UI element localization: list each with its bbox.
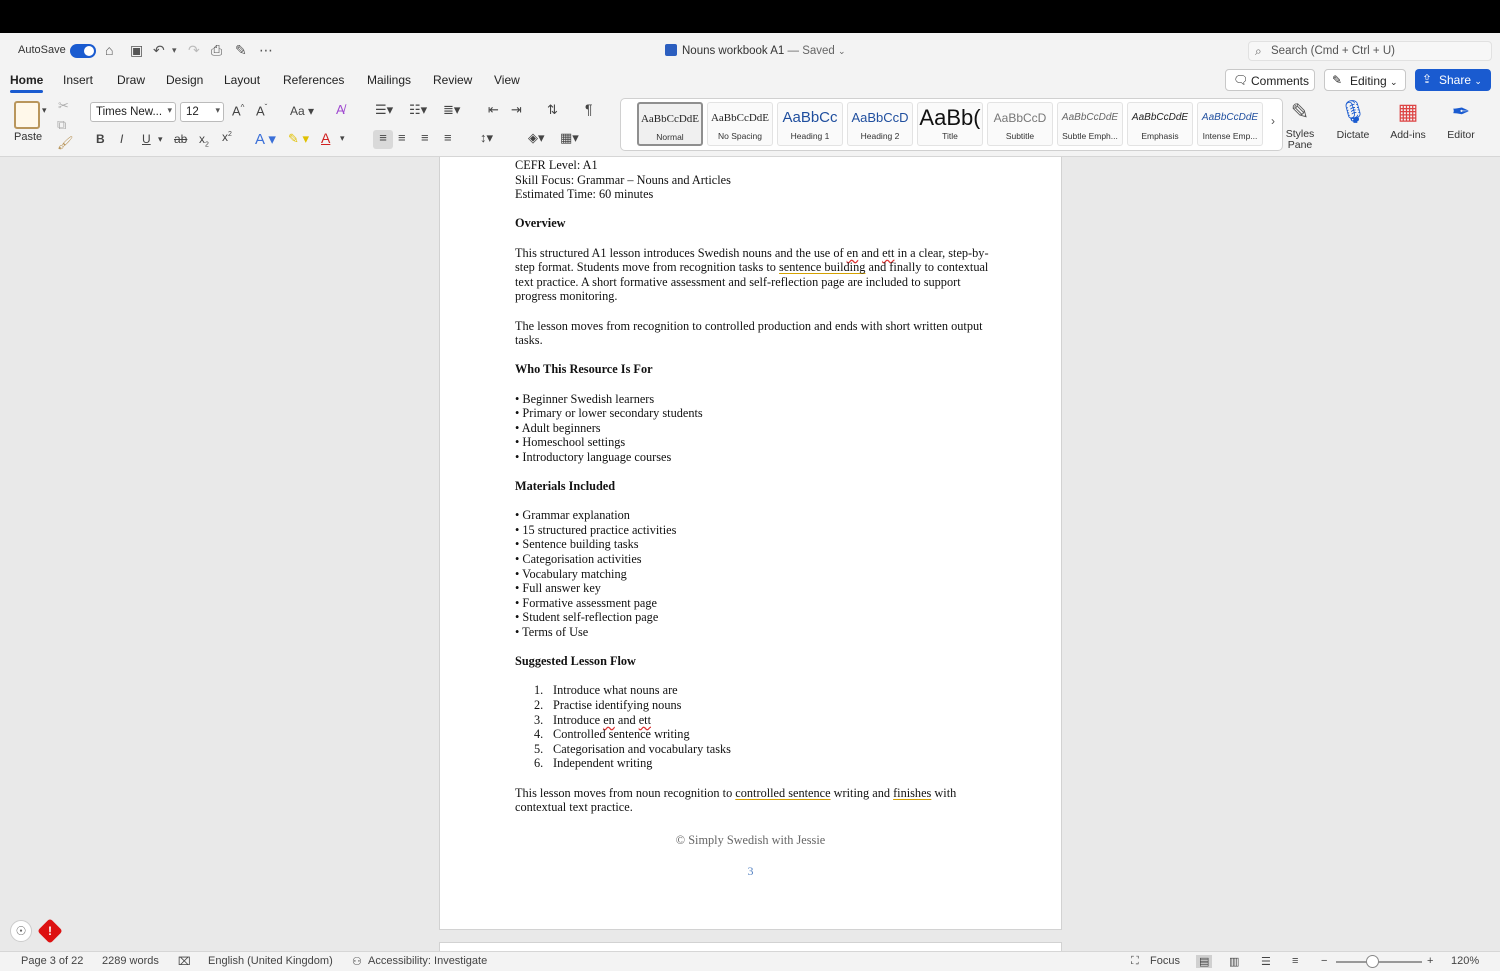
microphone-icon: 🎙	[1339, 99, 1367, 124]
language-status[interactable]: English (United Kingdom)	[208, 955, 333, 967]
style-name: Title	[942, 131, 958, 141]
spelling-flag: en	[603, 712, 615, 727]
tab-references[interactable]: References	[283, 73, 345, 87]
grammar-flag: finishes	[893, 785, 932, 800]
item-number: 5.	[534, 741, 544, 756]
undo-icon[interactable]: ↶	[153, 42, 165, 58]
alert-icon[interactable]: !	[37, 918, 62, 943]
list-item: • Introductory language courses	[515, 449, 672, 464]
share-button[interactable]	[1415, 69, 1491, 91]
draft-view-icon[interactable]: ≡	[1292, 955, 1299, 967]
grow-font-icon[interactable]: A^	[232, 103, 245, 119]
estimated-time: Estimated Time: 60 minutes	[515, 187, 654, 202]
list-item: • Sentence building tasks	[515, 537, 639, 552]
text-run: with contextual text practice.	[515, 785, 957, 815]
text-run: This structured A1 lesson introduces Swedish nouns and the use of	[515, 245, 847, 260]
italic-icon[interactable]: I	[120, 132, 124, 146]
tab-review[interactable]: Review	[433, 73, 473, 87]
item-number: 6.	[534, 756, 544, 771]
focus-mode[interactable]: Focus	[1150, 955, 1180, 967]
chevron-right-icon[interactable]: ›	[1271, 114, 1275, 128]
share-label: Share	[1439, 73, 1472, 87]
ribbon-tabs	[0, 67, 1500, 95]
zoom-out-icon[interactable]: −	[1321, 955, 1328, 967]
item-text: Categorisation and vocabulary tasks	[553, 741, 731, 756]
undo-dropdown-icon[interactable]: ▾	[172, 45, 177, 55]
multilevel-list-icon[interactable]: ≣▾	[443, 102, 461, 117]
list-item: • Primary or lower secondary students	[515, 406, 703, 421]
autosave-label: AutoSave	[18, 44, 66, 56]
style-subtle-emphasis[interactable]	[1057, 102, 1123, 146]
dictate-label: Dictate	[1336, 129, 1370, 141]
style-name: Heading 2	[860, 131, 900, 141]
list-item: • Homeschool settings	[515, 435, 626, 450]
styles-gallery	[620, 98, 1283, 151]
comment-icon: 🗨	[1233, 73, 1249, 87]
spelling-flag: ett	[882, 245, 895, 260]
list-item: • 15 structured practice activities	[515, 522, 677, 537]
save-status: — Saved	[787, 45, 835, 57]
numbered-item	[534, 756, 995, 771]
outline-view-icon[interactable]: ☰	[1261, 956, 1271, 968]
home-ribbon	[0, 95, 1500, 157]
fingerprint-icon[interactable]: ☉	[10, 920, 32, 942]
style-normal[interactable]	[637, 102, 703, 146]
overview-paragraph-2: The lesson moves from recognition to controlled production and ends with short written output tasks.	[515, 318, 983, 348]
materials-heading: Materials Included	[515, 479, 616, 494]
document-name: Nouns workbook A1	[682, 45, 785, 57]
align-center-icon[interactable]: ≡	[398, 130, 406, 145]
save-icon[interactable]: ▣	[130, 42, 144, 58]
page-number: 3	[747, 864, 754, 878]
style-sample: AaBbCcD	[993, 111, 1047, 125]
style-name: Subtitle	[1005, 131, 1035, 141]
cefr-level: CEFR Level: A1	[515, 158, 598, 172]
style-title[interactable]	[917, 102, 983, 146]
line-spacing-icon[interactable]: ↕▾	[480, 130, 494, 145]
text-run: and	[858, 245, 883, 260]
numbered-item	[534, 713, 995, 728]
audience-heading: Who This Resource Is For	[515, 362, 653, 377]
next-page[interactable]	[439, 942, 1062, 951]
document-page[interactable]	[439, 157, 1062, 930]
list-item: • Student self-reflection page	[515, 610, 659, 625]
addins-icon: ▦	[1397, 99, 1419, 124]
style-sample: AaBbCcDdE	[1061, 112, 1119, 123]
font-size-select[interactable]	[180, 102, 224, 122]
copy-icon[interactable]: ⧉	[57, 117, 67, 132]
grammar-flag: controlled sentence	[735, 785, 831, 800]
style-name: Normal	[656, 132, 684, 142]
editor-button[interactable]	[1442, 99, 1480, 141]
text-run: writing and	[830, 785, 894, 800]
styles-pane-button[interactable]	[1284, 99, 1316, 151]
item-text: and	[614, 712, 639, 727]
redo-icon[interactable]: ↷	[188, 42, 200, 58]
search-input[interactable]	[1248, 41, 1492, 61]
font-name-value: Times New...	[96, 106, 163, 118]
format-painter-icon[interactable]: 🖌	[57, 135, 74, 150]
subscript-icon[interactable]: $x_2$	[199, 132, 209, 149]
align-right-icon[interactable]: ≡	[421, 130, 429, 145]
document-canvas	[0, 157, 1500, 951]
skill-focus: Skill Focus: Grammar – Nouns and Articles	[515, 172, 731, 187]
underline-icon[interactable]: U	[142, 132, 151, 146]
edit-document-icon[interactable]: ✎	[235, 42, 247, 58]
text-run: in a clear, step-by-step format. Students move from recognition tasks to	[515, 245, 989, 275]
editing-mode-button[interactable]	[1324, 69, 1406, 91]
item-text: Controlled sentence writing	[553, 727, 690, 742]
proofing-icon[interactable]: ⌧	[178, 956, 191, 968]
style-sample: AaBbCcDdE	[710, 112, 770, 124]
editor-label: Editor	[1447, 129, 1475, 141]
accessibility-icon: ⚇	[352, 956, 362, 968]
tab-view[interactable]: View	[494, 73, 520, 87]
style-sample: AaBbCcDdE	[1201, 112, 1259, 123]
spelling-flag: en	[846, 245, 859, 260]
chevron-down-icon: ⌄	[838, 46, 846, 56]
style-name: Emphasis	[1141, 131, 1179, 141]
text-run: and finally to contextual text practice. A short formative assessment and self-reflection page are included to support progress monitoring.	[515, 260, 989, 304]
strikethrough-icon[interactable]: ab	[174, 132, 188, 146]
list-item: • Vocabulary matching	[515, 566, 627, 581]
numbered-item	[534, 698, 995, 713]
tab-mailings[interactable]: Mailings	[367, 73, 412, 87]
autosave-toggle[interactable]	[70, 44, 96, 58]
pencil-icon: ✎	[1332, 73, 1343, 87]
overview-paragraph-1	[515, 246, 995, 304]
bullets-icon[interactable]: ☰▾	[375, 102, 394, 117]
style-subtitle[interactable]	[987, 102, 1053, 146]
style-no-spacing[interactable]	[707, 102, 773, 146]
style-name: Heading 1	[790, 131, 830, 141]
clear-formatting-icon[interactable]: A̸	[336, 102, 345, 117]
style-sample: AaBbCcD	[851, 110, 909, 125]
highlight-color-icon[interactable]: ✎ ▾	[288, 131, 310, 146]
item-text: Independent writing	[553, 756, 653, 771]
list-item: • Terms of Use	[515, 625, 589, 639]
tab-design[interactable]: Design	[166, 73, 204, 87]
item-number: 1.	[534, 683, 544, 698]
item-number: 3.	[534, 712, 544, 727]
show-formatting-marks-icon[interactable]: ¶	[585, 101, 593, 117]
focus-icon: ⛶	[1131, 955, 1139, 967]
print-icon[interactable]: ⎙	[211, 42, 223, 58]
item-number: 2.	[534, 697, 544, 712]
decrease-indent-icon[interactable]: ⇤	[488, 102, 499, 117]
chevron-down-icon: ⌄	[1474, 76, 1482, 86]
addins-button[interactable]	[1387, 99, 1429, 141]
style-name: No Spacing	[718, 131, 762, 141]
document-body[interactable]	[515, 158, 995, 815]
zoom-slider-thumb[interactable]	[1366, 955, 1379, 968]
style-sample: AaBbCcDdE	[1131, 112, 1189, 123]
paste-label: Paste	[14, 131, 43, 143]
tab-layout[interactable]: Layout	[224, 73, 261, 87]
list-item: • Categorisation activities	[515, 552, 642, 567]
zoom-in-icon[interactable]: +	[1427, 955, 1434, 967]
shading-icon[interactable]: ◈▾	[528, 130, 545, 145]
word-document-icon	[665, 44, 677, 56]
change-case-icon[interactable]: Aa ▾	[290, 104, 315, 118]
superscript-icon[interactable]: $x^2$	[222, 130, 232, 144]
font-color-dropdown-icon[interactable]: ▾	[340, 133, 345, 143]
list-item: • Full answer key	[515, 581, 601, 596]
dictate-button[interactable]	[1333, 99, 1373, 141]
system-menubar	[0, 0, 1500, 33]
comments-button[interactable]	[1225, 69, 1315, 91]
word-count[interactable]: 2289 words	[102, 955, 159, 967]
share-icon: ⇪	[1422, 72, 1433, 86]
style-sample: AaBb(	[919, 105, 981, 129]
print-layout-icon[interactable]: ▤	[1196, 955, 1212, 968]
web-layout-icon[interactable]: ▥	[1229, 956, 1240, 968]
list-item: • Formative assessment page	[515, 595, 657, 610]
item-text: Introduce	[553, 712, 604, 727]
item-text: Introduce what nouns are	[553, 683, 678, 698]
lesson-flow-list	[534, 683, 995, 771]
accessibility-status[interactable]: Accessibility: Investigate	[368, 955, 488, 967]
page-footer: © Simply Swedish with Jessie	[675, 833, 826, 847]
title-bar	[0, 33, 1500, 67]
overview-heading: Overview	[515, 216, 566, 231]
numbered-item	[534, 742, 995, 757]
addins-label: Add-ins	[1390, 129, 1426, 141]
page-count[interactable]: Page 3 of 22	[21, 955, 84, 967]
tab-home[interactable]: Home	[10, 73, 44, 87]
tab-draw[interactable]: Draw	[117, 73, 146, 87]
shrink-font-icon[interactable]: $A^ˇ$	[256, 103, 268, 119]
item-number: 4.	[534, 727, 544, 742]
font-name-select[interactable]	[90, 102, 176, 122]
chevron-down-icon: ▾	[167, 105, 172, 115]
chevron-down-icon: ▾	[215, 105, 220, 115]
editing-label: Editing	[1350, 74, 1387, 88]
paste-icon[interactable]	[14, 101, 40, 129]
closing-paragraph	[515, 786, 995, 815]
paste-dropdown-icon[interactable]: ▾	[42, 105, 47, 115]
align-left-icon[interactable]: ≡	[373, 130, 393, 149]
cut-icon[interactable]: ✂	[58, 98, 69, 113]
justify-icon[interactable]: ≡	[444, 130, 452, 145]
style-name: Subtle Emph...	[1062, 131, 1118, 141]
sort-icon[interactable]: ⇅	[547, 102, 558, 117]
style-name: Intense Emp...	[1202, 131, 1258, 141]
style-heading-2[interactable]	[847, 102, 913, 146]
home-icon[interactable]: ⌂	[105, 42, 114, 58]
text-effects-icon[interactable]: A ▾	[255, 131, 276, 148]
zoom-level[interactable]: 120%	[1451, 955, 1480, 967]
search-icon: ⌕	[1255, 44, 1262, 58]
numbered-item	[534, 727, 995, 742]
list-item: • Adult beginners	[515, 420, 601, 435]
numbering-icon[interactable]: ☷▾	[409, 102, 428, 117]
borders-icon[interactable]: ▦▾	[560, 130, 579, 145]
tab-insert[interactable]: Insert	[63, 73, 94, 87]
more-options-icon[interactable]: ⋯	[259, 42, 273, 58]
style-sample: AaBbCc	[782, 109, 838, 126]
chevron-down-icon: ⌄	[1390, 77, 1398, 87]
list-item: • Beginner Swedish learners	[515, 391, 655, 406]
list-item: • Grammar explanation	[515, 508, 630, 523]
style-heading-1[interactable]	[777, 102, 843, 146]
font-size-value: 12	[186, 106, 199, 118]
spelling-flag: ett	[638, 712, 652, 727]
item-text: Practise identifying nouns	[553, 697, 682, 712]
increase-indent-icon[interactable]: ⇥	[511, 102, 522, 117]
style-emphasis[interactable]	[1127, 102, 1193, 146]
search-placeholder: Search (Cmd + Ctrl + U)	[1271, 45, 1395, 57]
underline-dropdown-icon[interactable]: ▾	[158, 134, 163, 144]
editor-pen-icon: ✒	[1451, 99, 1471, 124]
grammar-flag: sentence building	[779, 260, 866, 275]
style-intense-emphasis[interactable]	[1197, 102, 1263, 146]
text-run: This lesson moves from noun recognition to	[515, 785, 736, 800]
comments-label: Comments	[1251, 74, 1310, 88]
font-color-icon[interactable]: A	[321, 130, 331, 146]
document-title[interactable]	[665, 44, 846, 57]
styles-pane-icon: ✎	[1290, 99, 1310, 124]
lesson-flow-heading: Suggested Lesson Flow	[515, 654, 636, 669]
style-sample: AaBbCcDdE	[640, 113, 700, 125]
status-bar	[0, 951, 1500, 971]
numbered-item	[534, 683, 995, 698]
styles-pane-label: Styles Pane	[1285, 128, 1315, 151]
bold-icon[interactable]: B	[96, 132, 105, 146]
